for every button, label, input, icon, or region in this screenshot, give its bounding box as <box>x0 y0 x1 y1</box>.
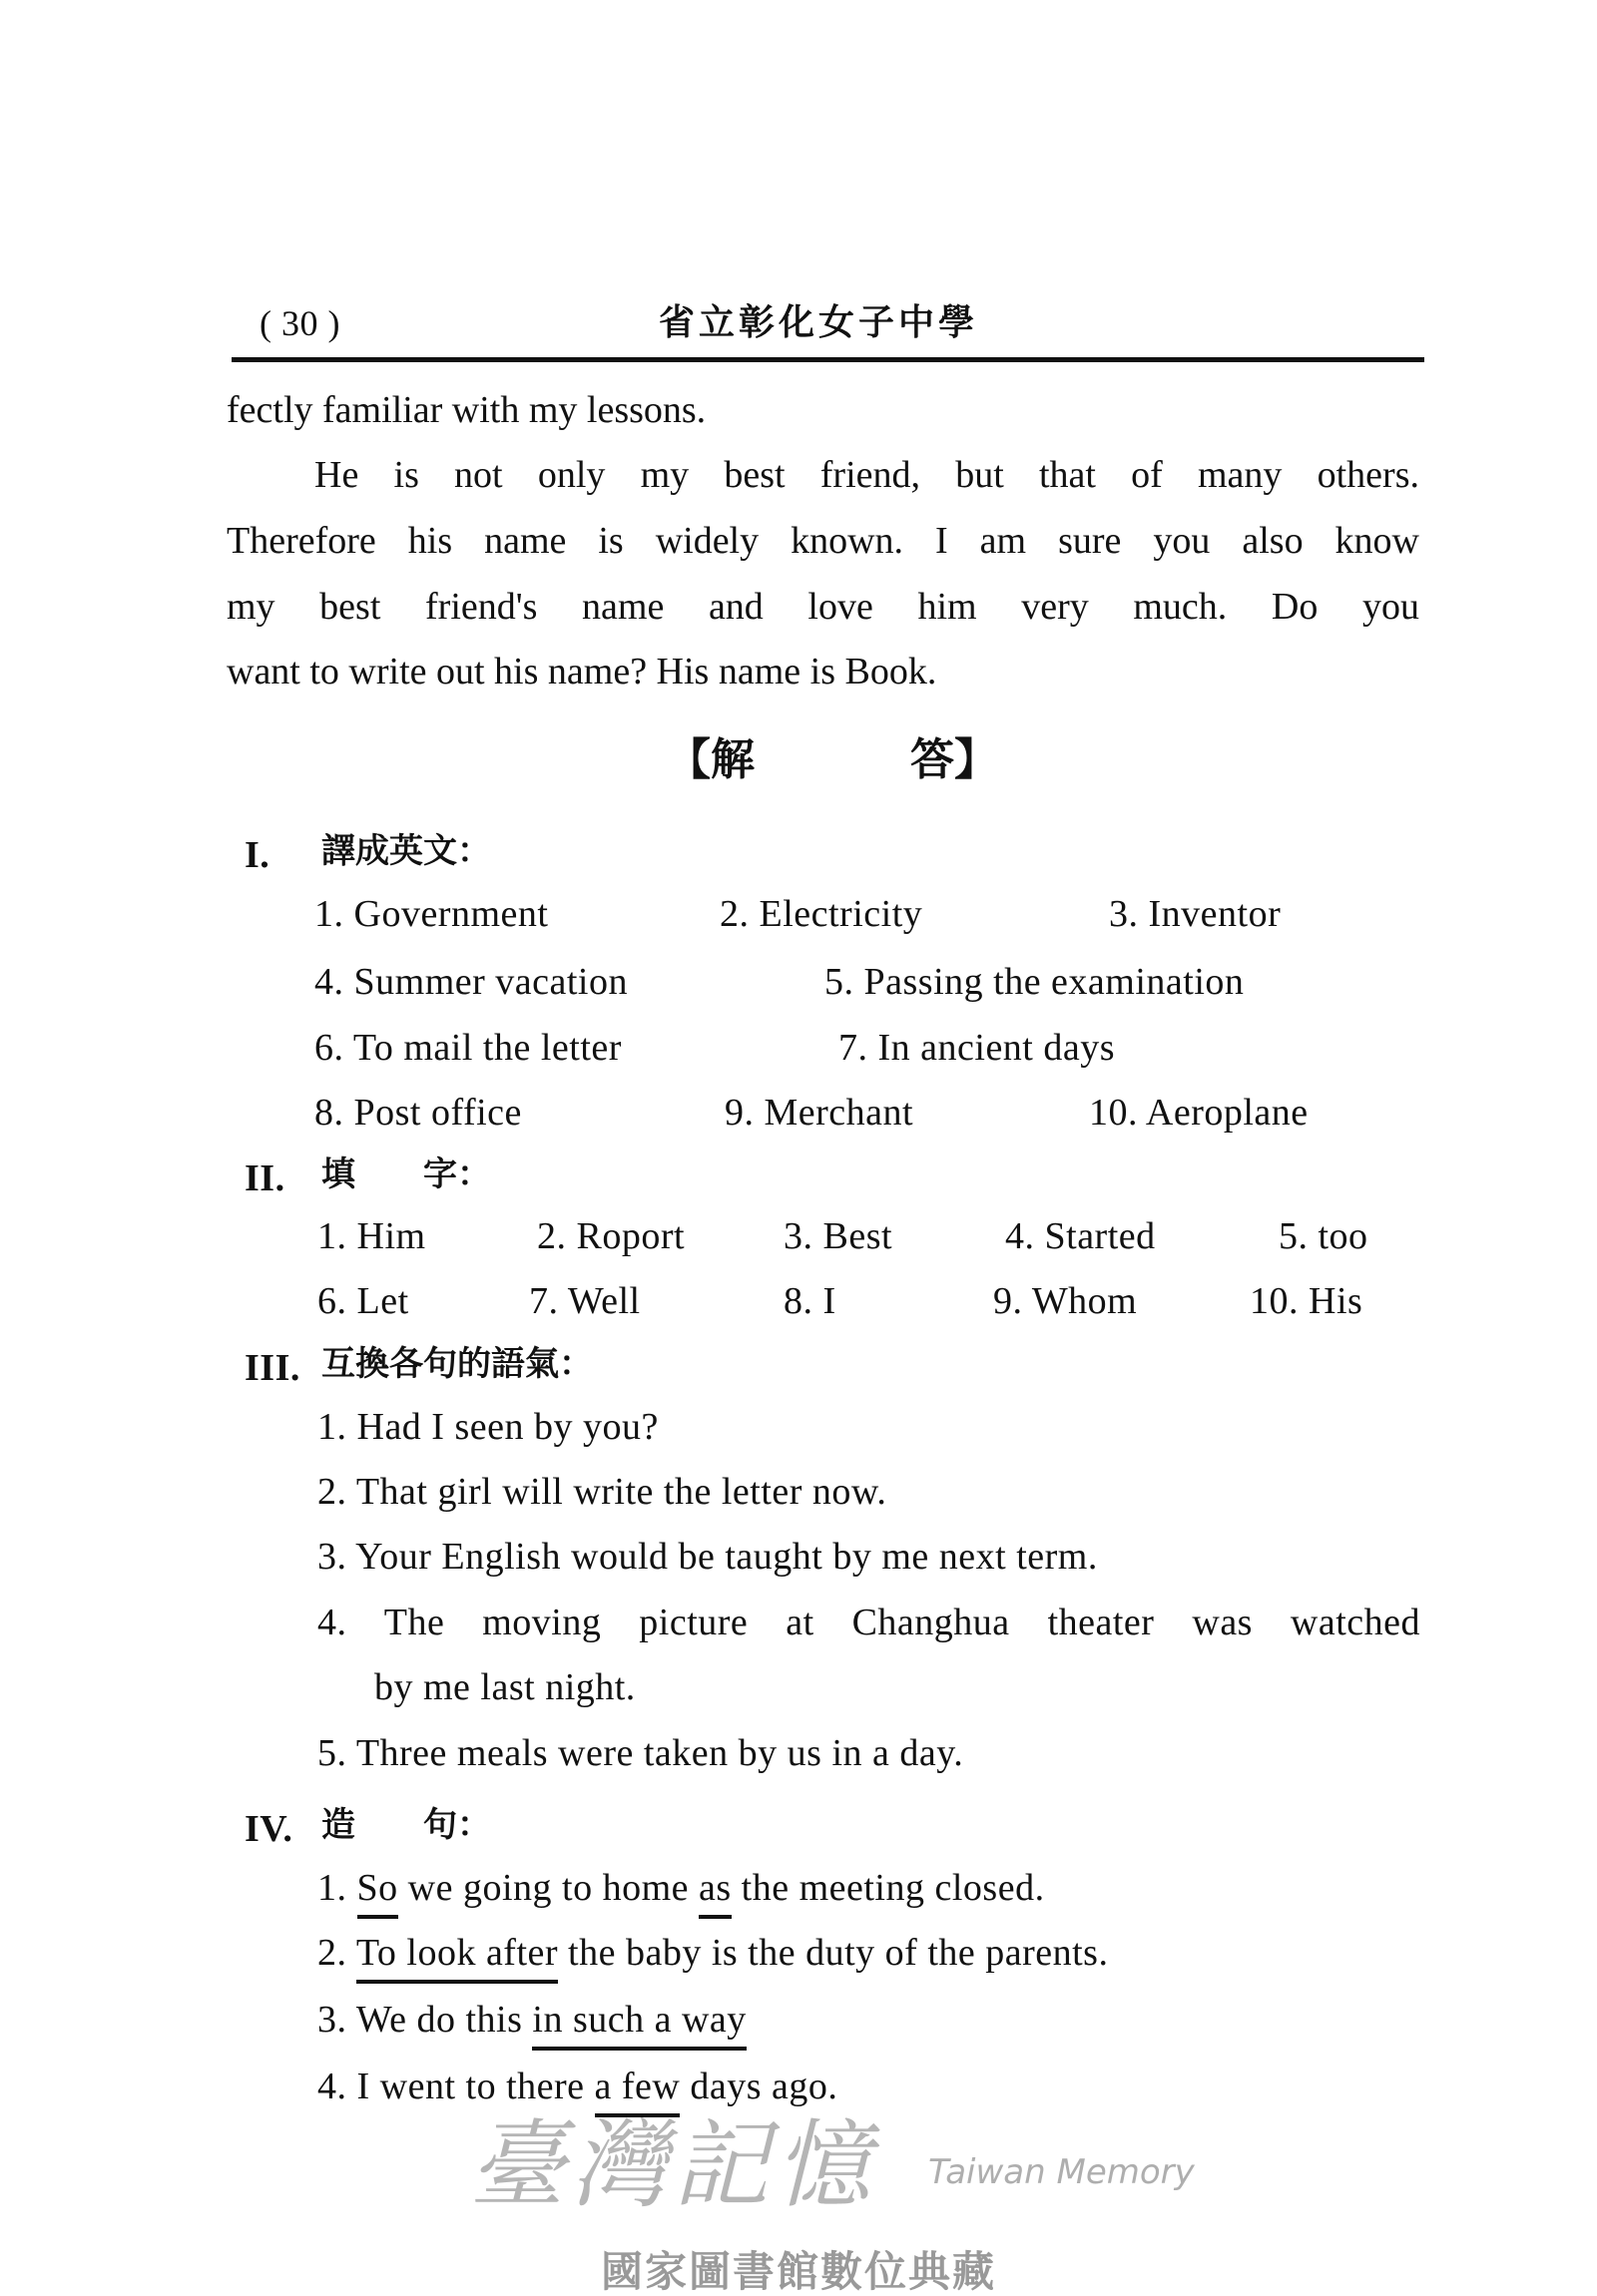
answer-sentence: 3. Your English would be taught by me next term. <box>317 1536 1098 1578</box>
answer-item: 10. His <box>1250 1280 1363 1322</box>
answer-item: 8. Post office <box>314 1092 522 1134</box>
section-label: 填 字： <box>321 1154 491 1194</box>
answer-sentence <box>317 2067 837 2105</box>
passage-line: want to write out his name? His name is Book. <box>227 651 937 692</box>
section-number: I. <box>245 834 270 876</box>
underlined-phrase: So <box>357 1867 398 1919</box>
watermark-logo: 臺灣記憶 <box>469 2109 876 2221</box>
passage-line: fectly familiar with my lessons. <box>227 389 707 431</box>
answer-sentence <box>317 1869 1045 1907</box>
answer-sentence <box>317 1934 1108 1972</box>
answer-sentence: 4. The moving picture at Changhua theater was watched <box>317 1602 1420 1643</box>
section-label: 互換各句的語氣： <box>321 1344 593 1384</box>
section-number: III. <box>245 1347 300 1389</box>
section-number: II. <box>245 1157 285 1199</box>
section-label: 造 句： <box>321 1805 491 1845</box>
answer-item: 1. Government <box>314 893 549 935</box>
section-label: 譯成英文： <box>321 831 491 871</box>
header-rule <box>232 357 1424 362</box>
page-number: ( 30 ) <box>260 303 340 343</box>
answer-item: 3. Best <box>784 1215 893 1257</box>
answer-sentence: 2. That girl will write the letter now. <box>317 1471 887 1513</box>
answer-item: 1. Him <box>317 1215 426 1257</box>
underlined-phrase: To look after <box>356 1932 558 1984</box>
answer-item: 5. Passing the examination <box>824 961 1245 1003</box>
sentence-text: the meeting closed. <box>731 1867 1045 1909</box>
answer-item: 9. Merchant <box>725 1092 914 1134</box>
answer-item: 6. Let <box>317 1280 409 1322</box>
answer-item: 10. Aeroplane <box>1089 1092 1309 1134</box>
answers-title-right: 答】 <box>910 734 998 785</box>
sentence-text: 1. <box>317 1867 357 1909</box>
answer-item: 5. too <box>1279 1215 1368 1257</box>
sentence-text: 3. We do this <box>317 1999 533 2041</box>
answer-item: 3. Inventor <box>1109 893 1282 935</box>
passage-line: Therefore his name is widely known. I am sure you also know <box>227 520 1419 562</box>
watermark-text: Taiwan Memory <box>928 2152 1195 2192</box>
answer-item: 4. Summer vacation <box>314 961 628 1003</box>
sentence-text: the baby is the duty of the parents. <box>558 1932 1109 1974</box>
answer-item: 9. Whom <box>993 1280 1138 1322</box>
answer-item: 2. Electricity <box>720 893 923 935</box>
sentence-text: we going to home <box>397 1867 699 1909</box>
underlined-phrase: in such a way <box>532 1999 746 2051</box>
underlined-phrase: a few <box>595 2066 681 2117</box>
answer-item: 4. Started <box>1005 1215 1156 1257</box>
footer-archive-label: 國家圖書館數位典藏 <box>600 2247 996 2296</box>
section-number: IV. <box>245 1808 293 1850</box>
answers-title-left: 【解 <box>667 734 755 785</box>
answer-item: 2. Roport <box>537 1215 686 1257</box>
answer-item: 7. In ancient days <box>838 1027 1116 1069</box>
answer-item: 7. Well <box>529 1280 641 1322</box>
answer-sentence: 1. Had I seen by you? <box>317 1406 659 1448</box>
school-name-header: 省立彰化女子中學 <box>659 302 979 343</box>
answer-sentence <box>317 2001 747 2039</box>
answer-sentence: 5. Three meals were taken by us in a day. <box>317 1732 964 1774</box>
sentence-text: 4. I went to there <box>317 2066 595 2107</box>
passage-line: He is not only my best friend, but that of many others. <box>314 454 1419 496</box>
underlined-phrase: as <box>699 1867 732 1919</box>
answer-item: 6. To mail the letter <box>314 1027 622 1069</box>
sentence-text: days ago. <box>680 2066 838 2107</box>
answer-sentence: by me last night. <box>374 1666 636 1708</box>
sentence-text: 2. <box>317 1932 356 1974</box>
answer-item: 8. I <box>784 1280 836 1322</box>
passage-line: my best friend's name and love him very much. Do you <box>227 586 1419 628</box>
